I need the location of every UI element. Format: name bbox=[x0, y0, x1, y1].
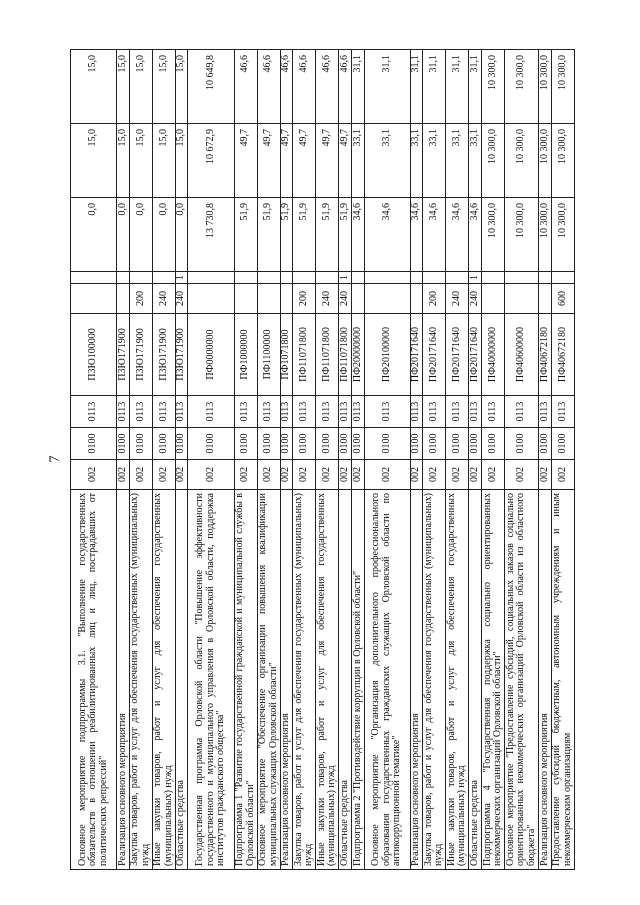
value-year2-cell: 33,1 bbox=[364, 124, 410, 198]
subsection-cell: 0113 bbox=[551, 396, 574, 428]
subsection-cell: 0113 bbox=[410, 396, 423, 428]
value-year3-cell: 31,1 bbox=[446, 50, 469, 124]
section-cell: 0100 bbox=[152, 428, 175, 460]
subsection-cell: 0113 bbox=[364, 396, 410, 428]
value-year3-cell: 46,6 bbox=[257, 50, 280, 124]
target-article-cell: П3Ю171900 bbox=[129, 314, 152, 396]
expense-type-cell: 240 bbox=[339, 284, 352, 314]
value-year3-cell: 46,6 bbox=[234, 50, 257, 124]
source-code-cell bbox=[539, 272, 552, 284]
value-year3-cell: 15,0 bbox=[117, 50, 130, 124]
table-row bbox=[293, 50, 316, 870]
value-year3-cell: 15,0 bbox=[175, 50, 188, 124]
expense-type-cell: 240 bbox=[469, 284, 482, 314]
value-year3-cell: 46,6 bbox=[280, 50, 293, 124]
target-article-cell: ПФ40600000 bbox=[505, 314, 539, 396]
target-article-cell: ПФ11071800 bbox=[293, 314, 316, 396]
target-article-cell: ПФ20171640 bbox=[423, 314, 446, 396]
grbs-cell: 002 bbox=[175, 460, 188, 490]
value-year1-cell: 34,6 bbox=[423, 198, 446, 272]
value-year2-cell: 33,1 bbox=[446, 124, 469, 198]
value-year2-cell: 49,7 bbox=[257, 124, 280, 198]
section-cell: 0100 bbox=[339, 428, 352, 460]
section-cell: 0100 bbox=[423, 428, 446, 460]
row-name-cell: Основное мероприятие "Организация дополнительного профессионального образования государственных гражданских служащих Орловской области по антикоррупционной тематике" bbox=[364, 490, 410, 870]
budget-table bbox=[70, 49, 575, 870]
source-code-cell bbox=[446, 272, 469, 284]
value-year3-cell: 15,0 bbox=[129, 50, 152, 124]
target-article-cell: ПФ1100000 bbox=[257, 314, 280, 396]
value-year1-cell: 0,0 bbox=[117, 198, 130, 272]
target-article-cell: ПФ11071800 bbox=[316, 314, 339, 396]
section-cell: 0100 bbox=[481, 428, 504, 460]
expense-type-cell bbox=[481, 284, 504, 314]
subsection-cell: 0113 bbox=[152, 396, 175, 428]
expense-type-cell bbox=[188, 284, 234, 314]
grbs-cell: 002 bbox=[152, 460, 175, 490]
source-code-cell bbox=[152, 272, 175, 284]
row-name-cell: Подпрограмма 1 "Развитие государственной гражданской и муниципальной службы в Орловской области" bbox=[234, 490, 257, 870]
subsection-cell: 0113 bbox=[505, 396, 539, 428]
grbs-cell: 002 bbox=[257, 460, 280, 490]
value-year1-cell: 10 300,0 bbox=[481, 198, 504, 272]
section-cell: 0100 bbox=[351, 428, 364, 460]
subsection-cell: 0113 bbox=[175, 396, 188, 428]
budget-table-rotated bbox=[70, 50, 575, 870]
row-name-cell: Закупка товаров, работ и услуг для обеспечения государственных (муниципальных) нужд bbox=[423, 490, 446, 870]
target-article-cell: ПФ11071800 bbox=[339, 314, 352, 396]
value-year2-cell: 10 300,0 bbox=[481, 124, 504, 198]
row-name-cell: Иные закупки товаров, работ и услуг для обеспечения государственных (муниципальных) нужд bbox=[316, 490, 339, 870]
expense-type-cell bbox=[351, 284, 364, 314]
value-year2-cell: 49,7 bbox=[234, 124, 257, 198]
source-code-cell: 1 bbox=[469, 272, 482, 284]
value-year3-cell: 46,6 bbox=[316, 50, 339, 124]
value-year2-cell: 10 672,9 bbox=[188, 124, 234, 198]
source-code-cell bbox=[410, 272, 423, 284]
target-article-cell: П3Ю171900 bbox=[152, 314, 175, 396]
table-row bbox=[234, 50, 257, 870]
row-name-cell: Подпрограмма 2 "Противодействие коррупции в Орловской области" bbox=[351, 490, 364, 870]
value-year2-cell: 33,1 bbox=[410, 124, 423, 198]
grbs-cell: 002 bbox=[481, 460, 504, 490]
row-name-cell: Областные средства bbox=[175, 490, 188, 870]
source-code-cell bbox=[257, 272, 280, 284]
subsection-cell: 0113 bbox=[280, 396, 293, 428]
grbs-cell: 002 bbox=[539, 460, 552, 490]
source-code-cell bbox=[364, 272, 410, 284]
table-row bbox=[316, 50, 339, 870]
subsection-cell: 0113 bbox=[257, 396, 280, 428]
value-year2-cell: 15,0 bbox=[71, 124, 117, 198]
section-cell: 0100 bbox=[364, 428, 410, 460]
source-code-cell: 1 bbox=[175, 272, 188, 284]
grbs-cell: 002 bbox=[188, 460, 234, 490]
value-year3-cell: 10 300,0 bbox=[481, 50, 504, 124]
value-year1-cell: 51,9 bbox=[234, 198, 257, 272]
row-name-cell: Реализация основного мероприятия bbox=[410, 490, 423, 870]
expense-type-cell: 200 bbox=[129, 284, 152, 314]
target-article-cell: ПФ40000000 bbox=[481, 314, 504, 396]
grbs-cell: 002 bbox=[410, 460, 423, 490]
expense-type-cell bbox=[539, 284, 552, 314]
source-code-cell bbox=[505, 272, 539, 284]
value-year1-cell: 0,0 bbox=[152, 198, 175, 272]
value-year2-cell: 15,0 bbox=[152, 124, 175, 198]
expense-type-cell: 200 bbox=[293, 284, 316, 314]
value-year2-cell: 10 300,0 bbox=[551, 124, 574, 198]
value-year2-cell: 15,0 bbox=[175, 124, 188, 198]
row-name-cell: Иные закупки товаров, работ и услуг для обеспечения государственных (муниципальных) нужд bbox=[152, 490, 175, 870]
subsection-cell: 0113 bbox=[481, 396, 504, 428]
expense-type-cell bbox=[505, 284, 539, 314]
value-year1-cell: 51,9 bbox=[339, 198, 352, 272]
subsection-cell: 0113 bbox=[423, 396, 446, 428]
value-year3-cell: 15,0 bbox=[152, 50, 175, 124]
source-code-cell bbox=[280, 272, 293, 284]
table-row bbox=[505, 50, 539, 870]
subsection-cell: 0113 bbox=[351, 396, 364, 428]
section-cell: 0100 bbox=[446, 428, 469, 460]
expense-type-cell bbox=[364, 284, 410, 314]
table-row bbox=[351, 50, 364, 870]
value-year3-cell: 10 300,0 bbox=[551, 50, 574, 124]
target-article-cell: ПФ20171640 bbox=[410, 314, 423, 396]
expense-type-cell: 240 bbox=[175, 284, 188, 314]
value-year3-cell: 31,1 bbox=[364, 50, 410, 124]
section-cell: 0100 bbox=[505, 428, 539, 460]
source-code-cell bbox=[423, 272, 446, 284]
grbs-cell: 002 bbox=[364, 460, 410, 490]
value-year1-cell: 34,6 bbox=[469, 198, 482, 272]
grbs-cell: 002 bbox=[129, 460, 152, 490]
subsection-cell: 0113 bbox=[339, 396, 352, 428]
value-year1-cell: 10 300,0 bbox=[551, 198, 574, 272]
value-year1-cell: 13 730,8 bbox=[188, 198, 234, 272]
grbs-cell: 002 bbox=[293, 460, 316, 490]
source-code-cell bbox=[129, 272, 152, 284]
source-code-cell bbox=[351, 272, 364, 284]
target-article-cell: ПФ20100000 bbox=[364, 314, 410, 396]
table-row bbox=[339, 50, 352, 870]
section-cell: 0100 bbox=[469, 428, 482, 460]
table-row bbox=[481, 50, 504, 870]
section-cell: 0100 bbox=[117, 428, 130, 460]
source-code-cell bbox=[293, 272, 316, 284]
section-cell: 0100 bbox=[316, 428, 339, 460]
subsection-cell: 0113 bbox=[234, 396, 257, 428]
value-year1-cell: 34,6 bbox=[351, 198, 364, 272]
table-row bbox=[257, 50, 280, 870]
section-cell: 0100 bbox=[280, 428, 293, 460]
table-row bbox=[152, 50, 175, 870]
value-year3-cell: 46,6 bbox=[293, 50, 316, 124]
grbs-cell: 002 bbox=[469, 460, 482, 490]
table-row bbox=[129, 50, 152, 870]
subsection-cell: 0113 bbox=[129, 396, 152, 428]
section-cell: 0100 bbox=[257, 428, 280, 460]
value-year1-cell: 51,9 bbox=[293, 198, 316, 272]
target-article-cell: ПФ1071800 bbox=[280, 314, 293, 396]
value-year2-cell: 49,7 bbox=[339, 124, 352, 198]
value-year2-cell: 10 300,0 bbox=[539, 124, 552, 198]
row-name-cell: Областные средства bbox=[469, 490, 482, 870]
table-row bbox=[423, 50, 446, 870]
row-name-cell: Реализация основного мероприятия bbox=[117, 490, 130, 870]
expense-type-cell: 240 bbox=[446, 284, 469, 314]
section-cell: 0100 bbox=[71, 428, 117, 460]
expense-type-cell bbox=[71, 284, 117, 314]
source-code-cell bbox=[117, 272, 130, 284]
expense-type-cell bbox=[410, 284, 423, 314]
row-name-cell: Областные средства bbox=[339, 490, 352, 870]
section-cell: 0100 bbox=[539, 428, 552, 460]
target-article-cell: ПФ20171640 bbox=[469, 314, 482, 396]
row-name-cell: Закупка товаров, работ и услуг для обеспечения государственных (муниципальных) нужд bbox=[129, 490, 152, 870]
source-code-cell bbox=[234, 272, 257, 284]
table-row bbox=[446, 50, 469, 870]
value-year1-cell: 34,6 bbox=[446, 198, 469, 272]
target-article-cell: П3Ю171900 bbox=[117, 314, 130, 396]
value-year3-cell: 31,1 bbox=[410, 50, 423, 124]
expense-type-cell: 240 bbox=[316, 284, 339, 314]
target-article-cell: ПФ0000000 bbox=[188, 314, 234, 396]
section-cell: 0100 bbox=[551, 428, 574, 460]
source-code-cell bbox=[551, 272, 574, 284]
row-name-cell: Основное мероприятие "Обеспечение организации повышения квалификации муниципальных служащих Орловской области" bbox=[257, 490, 280, 870]
source-code-cell bbox=[316, 272, 339, 284]
expense-type-cell: 600 bbox=[551, 284, 574, 314]
row-name-cell: Иные закупки товаров, работ и услуг для обеспечения государственных (муниципальных) нужд bbox=[446, 490, 469, 870]
value-year2-cell: 33,1 bbox=[351, 124, 364, 198]
value-year3-cell: 46,6 bbox=[339, 50, 352, 124]
table-row bbox=[469, 50, 482, 870]
grbs-cell: 002 bbox=[446, 460, 469, 490]
value-year3-cell: 31,1 bbox=[469, 50, 482, 124]
expense-type-cell bbox=[117, 284, 130, 314]
source-code-cell bbox=[71, 272, 117, 284]
row-name-cell: Реализация основного мероприятия bbox=[539, 490, 552, 870]
value-year2-cell: 49,7 bbox=[316, 124, 339, 198]
value-year2-cell: 15,0 bbox=[117, 124, 130, 198]
subsection-cell: 0113 bbox=[316, 396, 339, 428]
table-row bbox=[364, 50, 410, 870]
section-cell: 0100 bbox=[188, 428, 234, 460]
target-article-cell: ПФ20000000 bbox=[351, 314, 364, 396]
section-cell: 0100 bbox=[410, 428, 423, 460]
grbs-cell: 002 bbox=[505, 460, 539, 490]
subsection-cell: 0113 bbox=[71, 396, 117, 428]
value-year2-cell: 33,1 bbox=[469, 124, 482, 198]
value-year2-cell: 15,0 bbox=[129, 124, 152, 198]
value-year3-cell: 15,0 bbox=[71, 50, 117, 124]
value-year1-cell: 10 300,0 bbox=[505, 198, 539, 272]
target-article-cell: ПФ40672180 bbox=[551, 314, 574, 396]
row-name-cell: Государственная программа Орловской области "Повышение эффективности государственного и муниципального управления в Орловской области, поддержка институтов гражданского общества" bbox=[188, 490, 234, 870]
expense-type-cell: 240 bbox=[152, 284, 175, 314]
value-year1-cell: 51,9 bbox=[280, 198, 293, 272]
value-year1-cell: 51,9 bbox=[257, 198, 280, 272]
page-number: 7 bbox=[47, 455, 63, 463]
grbs-cell: 002 bbox=[551, 460, 574, 490]
value-year3-cell: 10 300,0 bbox=[539, 50, 552, 124]
value-year1-cell: 51,9 bbox=[316, 198, 339, 272]
table-row bbox=[117, 50, 130, 870]
section-cell: 0100 bbox=[175, 428, 188, 460]
value-year1-cell: 34,6 bbox=[364, 198, 410, 272]
table-row bbox=[71, 50, 117, 870]
target-article-cell: ПФ40672180 bbox=[539, 314, 552, 396]
target-article-cell: ПФ1000000 bbox=[234, 314, 257, 396]
expense-type-cell bbox=[257, 284, 280, 314]
row-name-cell: Закупка товаров, работ и услуг для обеспечения государственных (муниципальных) нужд bbox=[293, 490, 316, 870]
grbs-cell: 002 bbox=[316, 460, 339, 490]
value-year2-cell: 49,7 bbox=[280, 124, 293, 198]
row-name-cell: Основное мероприятие подпрограммы 3.1. "Выполнение государственных обязательств в отношении реабилитированных лиц и лиц, пострадавших от политических репрессий" bbox=[71, 490, 117, 870]
expense-type-cell bbox=[234, 284, 257, 314]
row-name-cell: Основное мероприятие "Предоставление субсидий, социальных заказов социально ориентированных некоммерческих организаций Орловской области из областного бюджета" bbox=[505, 490, 539, 870]
value-year2-cell: 49,7 bbox=[293, 124, 316, 198]
subsection-cell: 0113 bbox=[117, 396, 130, 428]
value-year1-cell: 0,0 bbox=[175, 198, 188, 272]
grbs-cell: 002 bbox=[234, 460, 257, 490]
source-code-cell bbox=[188, 272, 234, 284]
source-code-cell bbox=[481, 272, 504, 284]
subsection-cell: 0113 bbox=[469, 396, 482, 428]
value-year2-cell: 10 300,0 bbox=[505, 124, 539, 198]
source-code-cell: 1 bbox=[339, 272, 352, 284]
subsection-cell: 0113 bbox=[188, 396, 234, 428]
table-row bbox=[551, 50, 574, 870]
expense-type-cell: 200 bbox=[423, 284, 446, 314]
table-row bbox=[539, 50, 552, 870]
expense-type-cell bbox=[280, 284, 293, 314]
subsection-cell: 0113 bbox=[539, 396, 552, 428]
table-row bbox=[175, 50, 188, 870]
section-cell: 0100 bbox=[234, 428, 257, 460]
section-cell: 0100 bbox=[129, 428, 152, 460]
value-year2-cell: 33,1 bbox=[423, 124, 446, 198]
value-year1-cell: 0,0 bbox=[71, 198, 117, 272]
value-year1-cell: 10 300,0 bbox=[539, 198, 552, 272]
value-year3-cell: 10 649,8 bbox=[188, 50, 234, 124]
table-body bbox=[71, 50, 575, 870]
grbs-cell: 002 bbox=[423, 460, 446, 490]
subsection-cell: 0113 bbox=[293, 396, 316, 428]
row-name-cell: Предоставление субсидий бюджетным, автономным учреждениям и иным некоммерческим организациям bbox=[551, 490, 574, 870]
table-row bbox=[188, 50, 234, 870]
target-article-cell: ПФ20171640 bbox=[446, 314, 469, 396]
row-name-cell: Реализация основного мероприятия bbox=[280, 490, 293, 870]
target-article-cell: П3Ю171900 bbox=[175, 314, 188, 396]
value-year3-cell: 10 300,0 bbox=[505, 50, 539, 124]
grbs-cell: 002 bbox=[71, 460, 117, 490]
grbs-cell: 002 bbox=[339, 460, 352, 490]
grbs-cell: 002 bbox=[117, 460, 130, 490]
value-year1-cell: 34,6 bbox=[410, 198, 423, 272]
section-cell: 0100 bbox=[293, 428, 316, 460]
table-row bbox=[410, 50, 423, 870]
table-row bbox=[280, 50, 293, 870]
grbs-cell: 002 bbox=[280, 460, 293, 490]
grbs-cell: 002 bbox=[351, 460, 364, 490]
value-year3-cell: 31,1 bbox=[423, 50, 446, 124]
target-article-cell: П3Ю100000 bbox=[71, 314, 117, 396]
subsection-cell: 0113 bbox=[446, 396, 469, 428]
row-name-cell: Подпрограмма 4 "Государственная поддержка социально ориентированных некоммерческих организаций Орловской области" bbox=[481, 490, 504, 870]
value-year3-cell: 31,1 bbox=[351, 50, 364, 124]
value-year1-cell: 0,0 bbox=[129, 198, 152, 272]
